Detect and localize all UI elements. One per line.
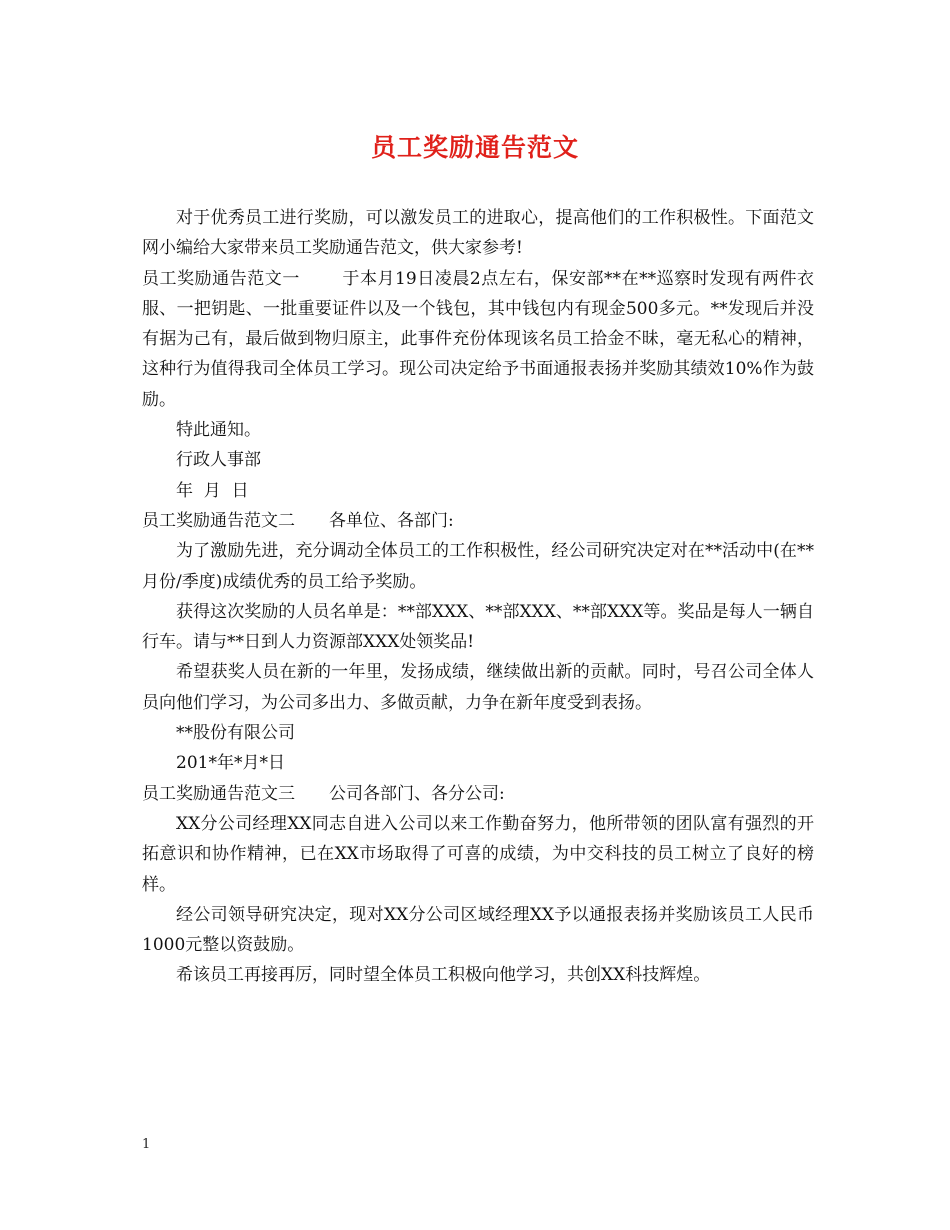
document-body — [142, 203, 814, 991]
sample2-salutation: 各单位、各部门: — [329, 510, 454, 531]
sample3-para2: 经公司领导研究决定，现对XX分公司区域经理XX予以通报表扬并奖励该员工人民币1000元整以资鼓励。 — [142, 904, 814, 956]
sample1-notice: 特此通知。 — [176, 420, 261, 441]
sample3-para3: 希该员工再接再厉，同时望全体员工积极向他学习，共创XX科技辉煌。 — [176, 965, 711, 986]
sample1-body: 于本月19日凌晨2点左右，保安部**在**巡察时发现有两件衣服、一把钥匙、一批重要证件以及一个钱包，其中钱包内有现金500多元。**发现后并没有据为己有，最后做到物归原主，此事件充份体现该名员工拾金不昧，毫无私心的精神，这种行为值得我司全体员工学习。现公司决定给予书面通报表扬并奖励其绩效10%作为鼓励。 — [142, 268, 814, 410]
sample2-heading-line — [142, 506, 814, 536]
sample3-para1: XX分公司经理XX同志自进入公司以来工作勤奋努力，他所带领的团队富有强烈的开拓意识和协作精神，已在XX市场取得了可喜的成绩，为中交科技的员工树立了良好的榜样。 — [142, 813, 814, 895]
sample2-para1: 为了激励先进，充分调动全体员工的工作积极性，经公司研究决定对在**活动中(在**月份/季度)成绩优秀的员工给予奖励。 — [142, 541, 814, 592]
sample2-para3: 希望获奖人员在新的一年里，发扬成绩，继续做出新的贡献。同时，号召公司全体人员向他们学习，为公司多出力、多做贡献，力争在新年度受到表扬。 — [142, 662, 814, 713]
sample2-heading: 员工奖励通告范文二 — [142, 510, 295, 531]
sample3-heading: 员工奖励通告范文三 — [142, 783, 295, 804]
intro-paragraph: 对于优秀员工进行奖励，可以激发员工的进取心，提高他们的工作积极性。下面范文网小编给大家带来员工奖励通告范文，供大家参考! — [142, 208, 814, 259]
sample2-date: 201*年*月*日 — [176, 753, 285, 774]
sample3-heading-line — [142, 779, 814, 809]
sample1-paragraph — [142, 264, 814, 415]
sample1-date: 年 月 日 — [176, 480, 249, 501]
page-number: 1 — [142, 1137, 151, 1152]
sample1-signer: 行政人事部 — [176, 450, 261, 471]
sample2-signer: **股份有限公司 — [176, 723, 295, 744]
sample1-heading: 员工奖励通告范文一 — [142, 268, 300, 289]
sample3-salutation: 公司各部门、各分公司: — [329, 783, 505, 804]
sample2-para2: 获得这次奖励的人员名单是：**部XXX、**部XXX、**部XXX等。奖品是每人一辆自行车。请与**日到人力资源部XXX处领奖品! — [142, 601, 814, 653]
document-title: 员工奖励通告范文 — [370, 133, 579, 162]
